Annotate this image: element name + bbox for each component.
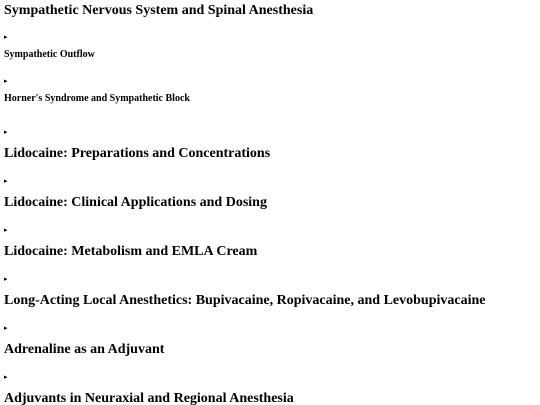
section-heading[interactable]: Lidocaine: Metabolism and EMLA Cream (4, 244, 258, 259)
section-adrenaline-adjuvant[interactable] (4, 324, 536, 358)
section-heading[interactable]: Sympathetic Outflow (4, 49, 95, 60)
section-heading[interactable]: Long-Acting Local Anesthetics: Bupivacaine, Ropivacaine, and Levobupivacaine (4, 293, 486, 308)
section-long-acting-anesthetics[interactable] (4, 275, 536, 309)
expand-arrow-icon[interactable]: ▸ (4, 177, 8, 185)
page-title: Sympathetic Nervous System and Spinal Anesthesia (4, 3, 314, 18)
section-heading[interactable]: Lidocaine: Preparations and Concentrations (4, 146, 271, 161)
expand-arrow-icon[interactable]: ▸ (4, 324, 8, 332)
section-lidocaine-metabolism[interactable] (4, 226, 536, 260)
expand-arrow-icon[interactable]: ▸ (4, 373, 8, 381)
section-heading[interactable]: Lidocaine: Clinical Applications and Dosing (4, 195, 267, 210)
expand-arrow-icon[interactable]: ▸ (4, 226, 8, 234)
section-lidocaine-dosing[interactable] (4, 177, 536, 211)
section-neuraxial-adjuvants[interactable] (4, 373, 536, 405)
section-sympathetic-outflow[interactable] (4, 33, 536, 61)
expand-arrow-icon[interactable]: ▸ (4, 275, 8, 283)
expand-arrow-icon[interactable]: ▸ (4, 33, 8, 41)
section-lidocaine-preparations[interactable] (4, 128, 536, 162)
section-heading[interactable]: Adrenaline as an Adjuvant (4, 342, 165, 357)
section-horners-syndrome[interactable] (4, 77, 536, 105)
section-heading[interactable]: Adjuvants in Neuraxial and Regional Anesthesia (4, 391, 294, 405)
section-heading[interactable]: Horner's Syndrome and Sympathetic Block (4, 93, 190, 104)
expand-arrow-icon[interactable]: ▸ (4, 128, 8, 136)
expand-arrow-icon[interactable]: ▸ (4, 77, 8, 85)
